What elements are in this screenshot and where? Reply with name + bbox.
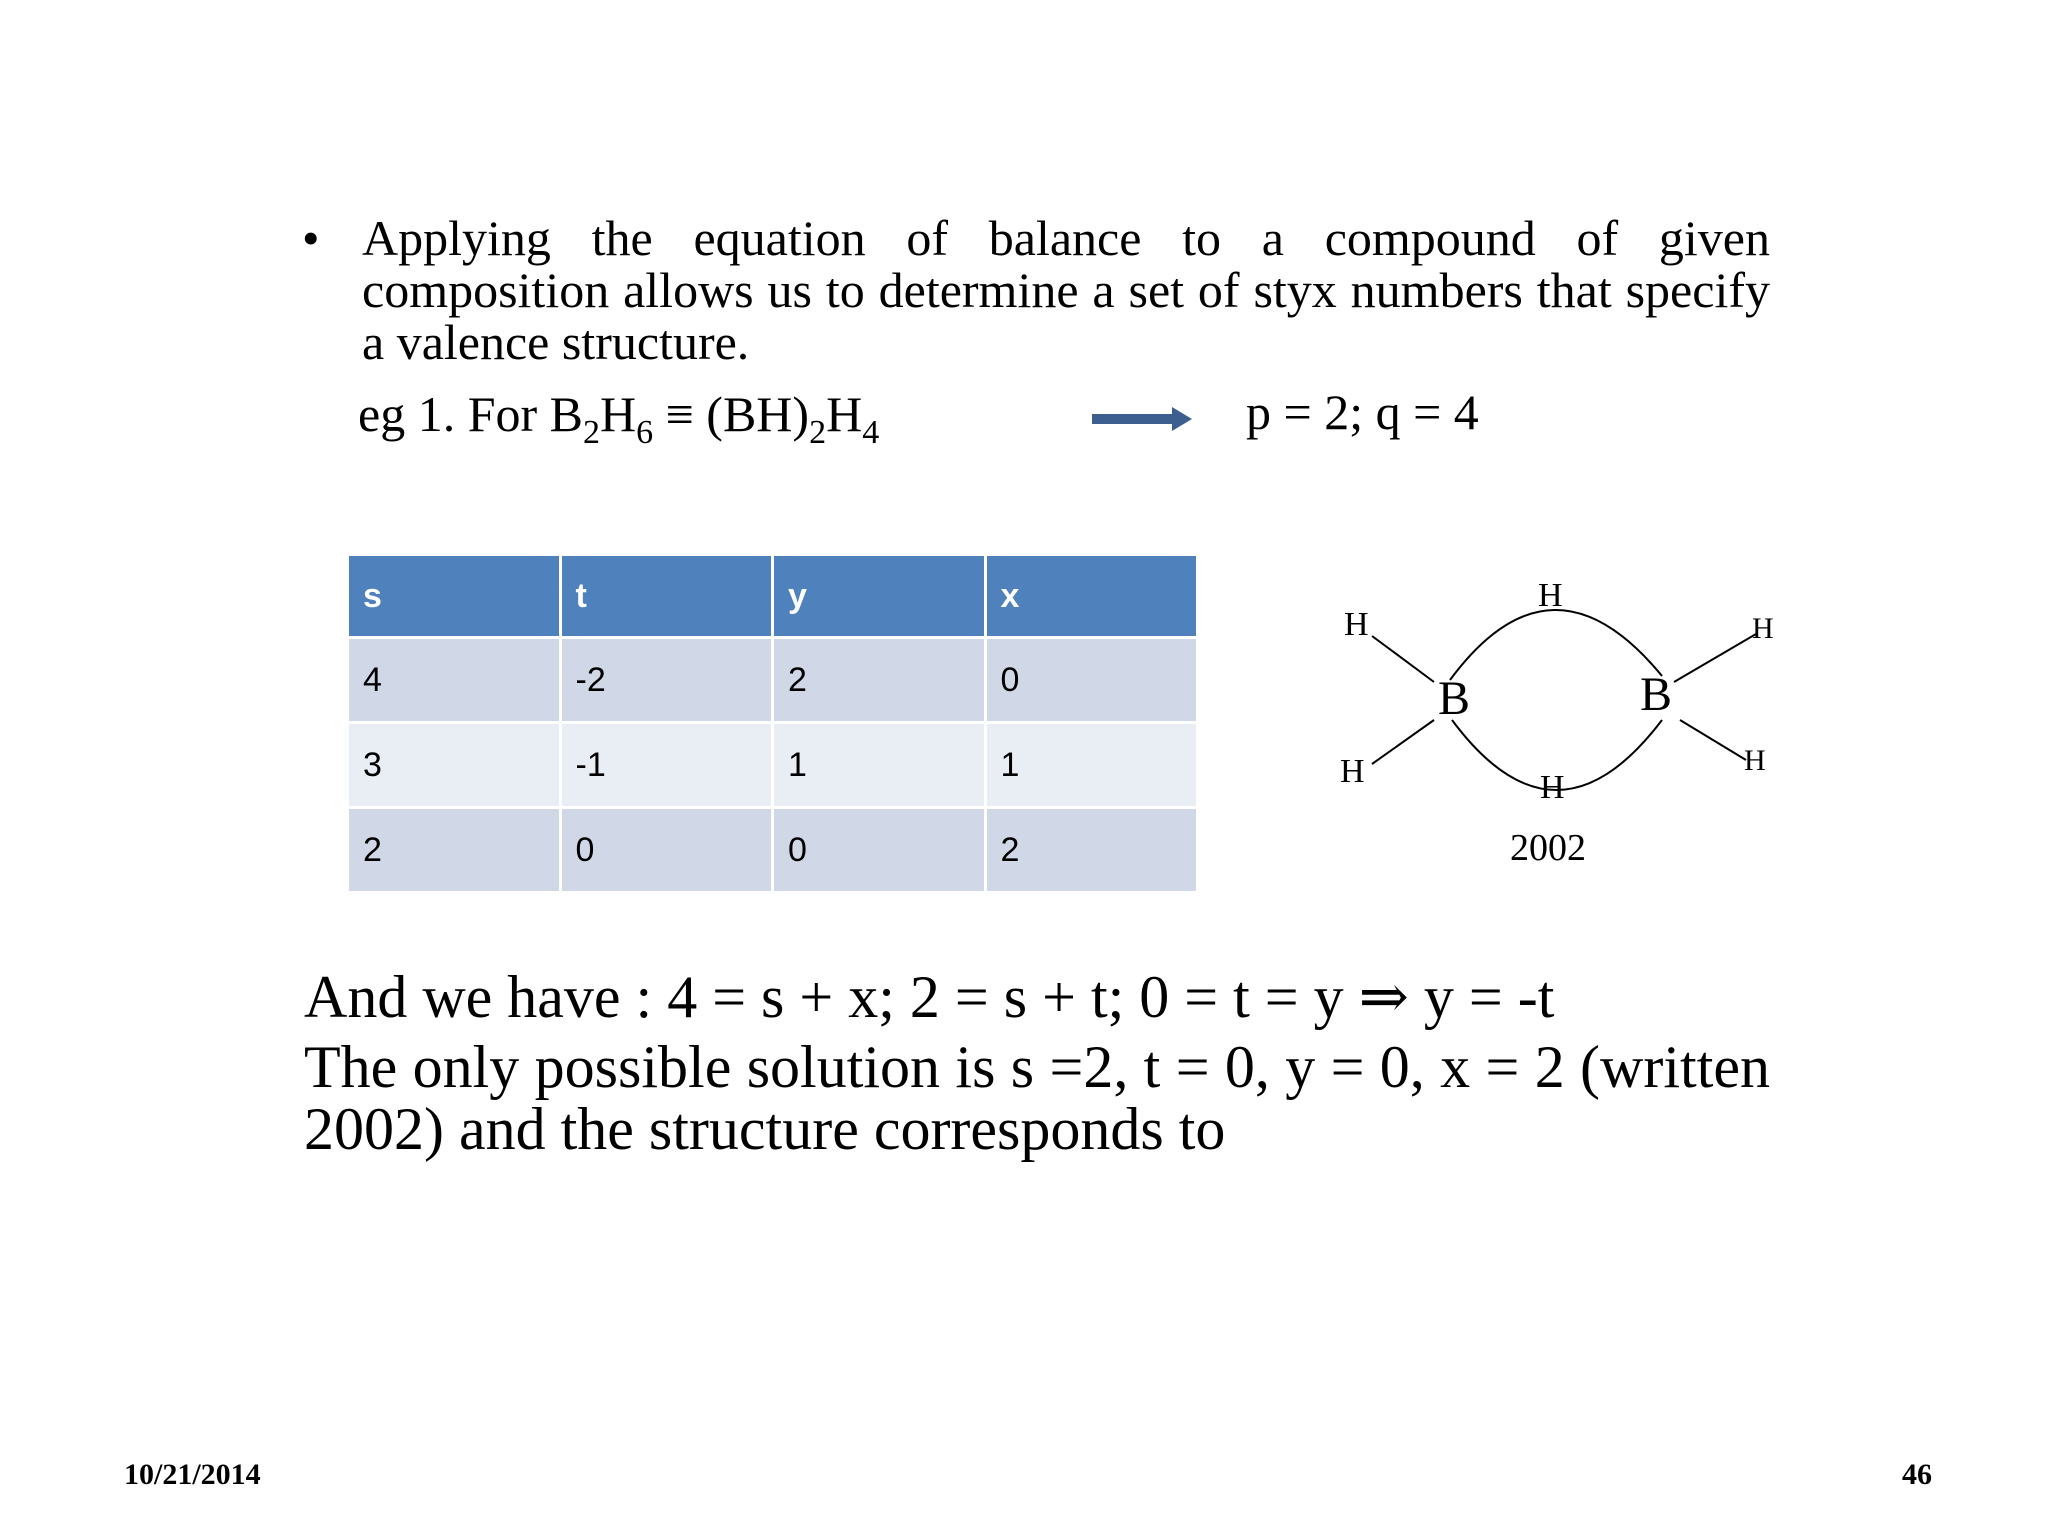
diborane-structure-diagram — [1300, 570, 1800, 890]
right-arrow-icon — [1092, 404, 1192, 434]
table-cell: 0 — [773, 808, 986, 893]
h-bridge-bottom: H — [1540, 769, 1565, 806]
boron-right: B — [1640, 668, 1673, 721]
h-top-left: H — [1344, 606, 1369, 643]
bridge-bond-top — [1450, 610, 1662, 680]
header-s: s — [348, 555, 561, 638]
table-cell: 2 — [985, 808, 1198, 893]
table-cell: 2 — [773, 638, 986, 723]
header-y: y — [773, 555, 986, 638]
footer-date: 10/21/2014 — [124, 1458, 261, 1491]
bullet-paragraph: Applying the equation of balance to a compound of given composition allows us to determine a set of styx numbers that specify a valence structure. — [362, 210, 1770, 370]
table-cell: -2 — [560, 638, 773, 723]
boron-left: B — [1438, 672, 1471, 725]
table-cell: 4 — [348, 638, 561, 723]
bh-subscript: 2 — [809, 414, 827, 451]
hydrogen-symbol-2: H — [826, 386, 863, 442]
table-cell: -1 — [560, 723, 773, 808]
pq-result: p = 2; q = 4 — [1246, 384, 1479, 440]
example-prefix: eg 1. For B — [358, 386, 583, 442]
h-top-right: H — [1752, 612, 1774, 645]
table-cell: 1 — [985, 723, 1198, 808]
hydrogen-symbol: H — [600, 386, 637, 442]
styx-table — [346, 553, 1199, 894]
table-cell: 1 — [773, 723, 986, 808]
bond-line — [1680, 720, 1746, 760]
h-bridge-top: H — [1538, 577, 1563, 614]
solution-paragraph: The only possible solution is s =2, t = 0, y = 0, x = 2 (written 2002) and the structure corresponds to — [304, 1034, 1770, 1162]
table-cell: 2 — [348, 808, 561, 893]
hydrogen-subscript: 6 — [636, 414, 654, 451]
page-number: 46 — [1902, 1458, 1932, 1491]
equations-line: And we have : 4 = s + x; 2 = s + t; 0 = t = y ⇒ y = -t — [304, 964, 1555, 1030]
table-cell: 0 — [985, 638, 1198, 723]
table-row — [348, 808, 1198, 893]
boron-subscript: 2 — [583, 414, 600, 451]
table-row — [348, 723, 1198, 808]
header-t: t — [560, 555, 773, 638]
table-cell: 0 — [560, 808, 773, 893]
bond-line — [1674, 634, 1756, 682]
bond-line — [1372, 720, 1434, 764]
styx-code-label: 2002 — [1510, 827, 1586, 869]
equivalence-group: ≡ (BH) — [653, 386, 810, 442]
table-header-row — [348, 555, 1198, 638]
table-row — [348, 638, 1198, 723]
bond-line — [1372, 636, 1434, 682]
header-x: x — [985, 555, 1198, 638]
example-formula — [358, 384, 880, 451]
h-bottom-right: H — [1744, 744, 1766, 777]
table-cell: 3 — [348, 723, 561, 808]
bullet-marker: • — [302, 210, 320, 266]
h-bottom-left: H — [1340, 753, 1365, 790]
hydrogen-subscript-2: 4 — [862, 414, 880, 451]
